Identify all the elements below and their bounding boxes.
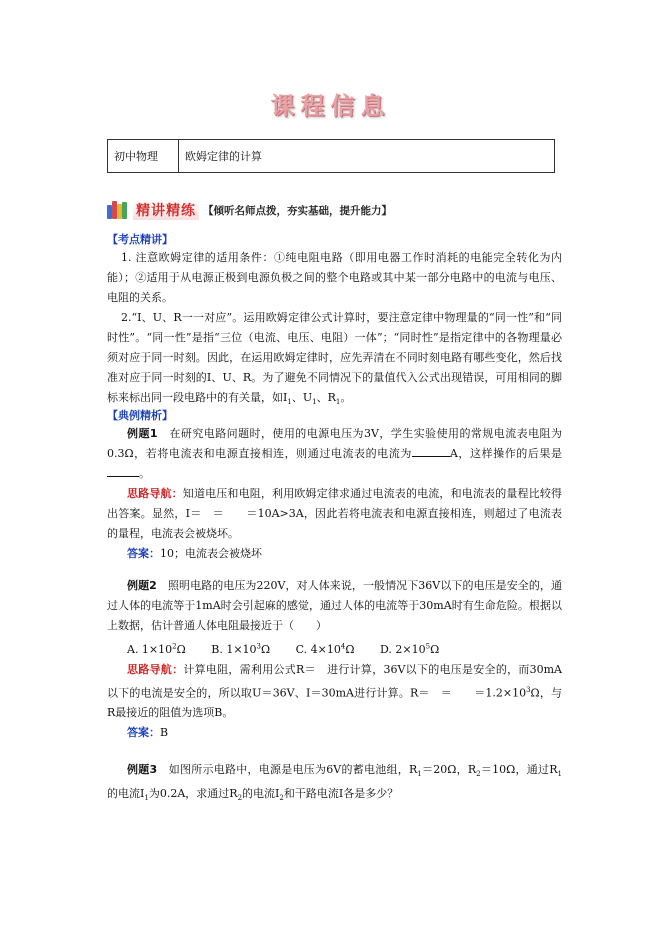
example-2-hint: 思路导航：计算电阻，需利用公式R＝ 进行计算，36V以下的电压是安全的，而30mA以下的电流是安全的，所以取U＝36V、I＝30mA进行计算。R＝ ＝ $=1.2\times 10^3\Omega$，与R最接近的阻值为选项B。: [107, 662, 562, 720]
example-3-question: 例题3 如图所示电路中，电源是电压为6V的蓄电池组，$R_1=20\Omega$，$R_2=10\Omega$，通过$R_1$的电流$I_1$为0.2A，求通过$R_2$的电流$I_2$和干路电流I各是多少？: [107, 763, 563, 803]
example-1-hint: 思路导航：知道电压和电阻，利用欧姆定律求通过电流表的电流，和电流表的量程比较得出答案。显然，I＝ ＝ ＝10A>3A，因此若将电流表和电源直接相连，则超过了电流表的量程，电流表会被烧坏。: [107, 487, 563, 540]
example-1: [107, 424, 562, 564]
section-heading-examples: 【典例精析】: [107, 409, 173, 422]
answer-blank: [412, 444, 450, 457]
hint-label: 思路导航：: [127, 662, 184, 676]
option-a: A. $1\times 10^2\Omega$: [127, 642, 186, 656]
answer-label: 答案：: [127, 726, 160, 740]
hint-label: 思路导航：: [127, 487, 183, 500]
example-2-label: 例题2: [127, 579, 157, 592]
subject-cell: 初中物理: [108, 140, 179, 172]
example-2: [107, 576, 562, 743]
example-3: [107, 760, 562, 808]
example-1-answer: 答案：10；电流表会被烧坏: [127, 547, 262, 560]
answer-label: 答案：: [127, 547, 160, 560]
books-icon: [107, 201, 129, 219]
example-3-label: 例题3: [127, 763, 158, 776]
key-point-1: 1. 注意欧姆定律的适用条件：①纯电阻电路（即用电器工作时消耗的电能完全转化为内能）；②适用于从电源正极到电源负极之间的整个电路或其中某一部分电路中的电流与电压、电阻的关系。: [107, 251, 562, 304]
option-c: C. $4\times 10^4\Omega$: [295, 642, 355, 656]
banner-subtitle: 【倾听名师点拨，夯实基础，提升能力】: [203, 204, 392, 217]
example-2-answer: 答案：B: [127, 726, 169, 740]
example-2-options: [107, 636, 562, 660]
section-heading-key-points: 【考点精讲】: [107, 233, 173, 246]
option-b: B. $1\times 10^3\Omega$: [211, 642, 271, 656]
page-title: 课程信息: [270, 92, 391, 120]
example-1-question: 例题1 在研究电路问题时，使用的电源电压为3V，学生实验使用的常规电流表电阻为0.3Ω，若将电流表和电源直接相连，则通过电流表的电流为 A，这样操作的后果是。: [107, 427, 562, 480]
example-2-question: 例题2 照明电路的电压为220V，对人体来说，一般情况下36V以下的电压是安全的，通过人体的电流等于1mA时会引起麻的感觉，通过人体的电流等于30mA时有生命危险。根据以上数据，估计普通人体电阻最接近于（ ）: [107, 579, 562, 632]
course-info-table: [107, 139, 555, 173]
key-point-2: 2.“I、U、R一一对应”。运用欧姆定律公式计算时，要注意定律中物理量的“同一性”和“同时性”。“同一性”是指“三位（电流、电压、电阻）一体”；“同时性”是指定律中的各物理量必须对应于同一时刻。因此，在运用欧姆定律时，应先弄清在不同时刻电路有哪些变化，然后找准对应于同一时刻的I、U、R。为了避免不同情况下的量值代入公式出现错误，可用相同的脚标来标出同一段电路中的有关量，如$I_1$、$U_1$、$R_1$。: [107, 311, 562, 407]
option-d: D. $2\times 10^5\Omega$: [379, 642, 440, 656]
key-points-body: [107, 248, 562, 412]
answer-blank: [107, 464, 139, 477]
banner-title: 精讲精练: [133, 200, 199, 220]
topic-cell: 欧姆定律的计算: [185, 150, 262, 163]
example-1-label: 例题1: [127, 427, 158, 440]
section-banner: [107, 199, 392, 221]
